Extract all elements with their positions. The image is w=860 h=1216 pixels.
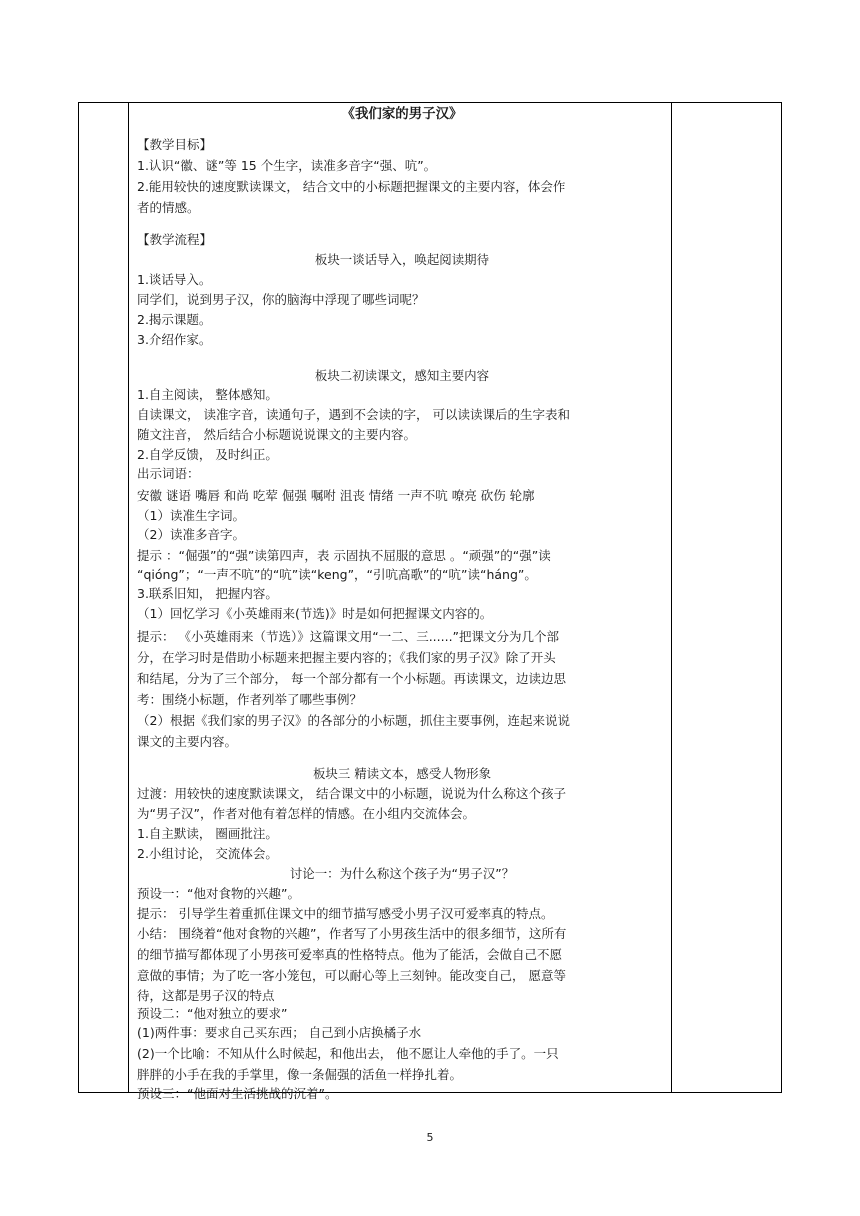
paragraph-line: 过渡：用较快的速度默读课文， 结合课文中的小标题，说说为什么称这个孩子 <box>137 786 566 801</box>
paragraph-line: 2.小组讨论， 交流体会。 <box>137 846 278 861</box>
paragraph-line: 待，这都是男子汉的特点 <box>137 988 275 1003</box>
paragraph-line: （2）读准多音字。 <box>137 527 245 542</box>
paragraph-line: (2)一个比喻：不知从什么时候起，和他出去， 他不愿让人牵他的手了。一只 <box>137 1046 559 1061</box>
paragraph-line: 预设一：“他对食物的兴趣”。 <box>137 886 300 901</box>
paragraph-line: 3.联系旧知， 把握内容。 <box>137 586 278 601</box>
paragraph-line: 3.介绍作家。 <box>137 332 212 347</box>
paragraph-line: 胖胖的小手在我的手掌里，像一条倔强的活鱼一样挣扎着。 <box>137 1067 463 1082</box>
paragraph-line: （1）回忆学习《小英雄雨来(节选)》时是如何把握课文内容的。 <box>137 606 493 621</box>
paragraph-line: （2）根据《我们家的男子汉》的各部分的小标题，抓住主要事例，连起来说说 <box>137 713 570 728</box>
document-title: 《我们家的男子汉》 <box>341 107 463 122</box>
paragraph-line: 1.谈话导入。 <box>137 272 212 287</box>
section-heading: 板块三 精读文本，感受人物形象 <box>312 766 492 781</box>
paragraph-line: (1)两件事：要求自己买东西； 自己到小店换橘子水 <box>137 1025 422 1040</box>
paragraph-line: “qióng”；“一声不吭”的“吭”读“keng”，“引吭高歌”的“吭”读“háng”。 <box>137 567 537 582</box>
paragraph-line: 的细节描写都体现了小男孩可爱率真的性格特点。他为了能活，会做自己不愿 <box>137 947 563 962</box>
paragraph-line: 预设二：“他对独立的要求” <box>137 1006 288 1021</box>
paragraph-line: 随文注音， 然后结合小标题说说课文的主要内容。 <box>137 427 416 442</box>
paragraph-line: （1）读准生字词。 <box>137 508 245 523</box>
heading-objectives: 【教学目标】 <box>137 137 213 152</box>
page-number: 5 <box>426 1131 434 1144</box>
paragraph-line: 出示词语： <box>137 466 200 481</box>
paragraph-line: 者的情感。 <box>137 200 200 215</box>
table-divider-right <box>671 103 672 1092</box>
paragraph-line: 意做的事情；为了吃一客小笼包，可以耐心等上三刻钟。能改变自己， 愿意等 <box>137 968 566 983</box>
paragraph-line: 1.自主默读， 圈画批注。 <box>137 826 278 841</box>
paragraph-line: 课文的主要内容。 <box>137 734 238 749</box>
paragraph-line: 同学们，说到男子汉，你的脑海中浮现了哪些词呢？ <box>137 292 425 307</box>
table-divider-left <box>128 103 129 1092</box>
heading-process: 【教学流程】 <box>137 232 213 247</box>
paragraph-line: 提示： 《小英雄雨来（节选）》这篇课文用“一二、三......”把课文分为几个部 <box>137 629 560 644</box>
section-heading: 板块二初读课文，感知主要内容 <box>314 368 490 383</box>
paragraph-line: 自读课文， 读准字音，读通句子，遇到不会读的字， 可以读读课后的生字表和 <box>137 407 570 422</box>
paragraph-line: 提示： 引导学生着重抓住课文中的细节描写感受小男子汉可爱率真的特点。 <box>137 906 554 921</box>
paragraph-line: 1.自主阅读， 整体感知。 <box>137 387 278 402</box>
paragraph-line: 和结尾，分为了三个部分， 每一个部分都有一个小标题。再读课文，边读边思 <box>137 671 566 686</box>
paragraph-line: 2.能用较快的速度默读课文， 结合文中的小标题把握课文的主要内容，体会作 <box>137 179 566 194</box>
paragraph-line: 分，在学习时是借助小标题来把握主要内容的；《我们家的男子汉》除了开头 <box>137 650 556 665</box>
paragraph-line: 考：围绕小标题，作者列举了哪些事例？ <box>137 692 363 707</box>
paragraph-line: 提示 ：“倔强”的“强”读第四声，表 示固执不屈服的意思 。“顽强”的“强”读 <box>137 548 551 563</box>
paragraph-line: 2.自学反馈， 及时纠正。 <box>137 447 278 462</box>
paragraph-line: 2.揭示课题。 <box>137 312 212 327</box>
section-heading: 板块一谈话导入，唤起阅读期待 <box>314 252 490 267</box>
paragraph-line: 预设三：“他面对生活挑战的沉着”。 <box>137 1086 338 1101</box>
paragraph-line: 小结： 围绕着“他对食物的兴趣”，作者写了小男孩生活中的很多细节，这所有 <box>137 926 567 941</box>
discussion-heading: 讨论一：为什么称这个孩子为“男子汉”？ <box>289 866 515 881</box>
vocabulary-list: 安徽 谜语 嘴唇 和尚 吃荤 倔强 嘱咐 沮丧 情绪 一声不吭 嘹亮 砍伤 轮廓 <box>137 488 535 503</box>
paragraph-line: 1.认识“徽、谜”等 15 个生字，读准多音字“强、吭”。 <box>137 158 437 173</box>
paragraph-line: 为“男子汉”，作者对他有着怎样的情感。在小组内交流体会。 <box>137 806 475 821</box>
